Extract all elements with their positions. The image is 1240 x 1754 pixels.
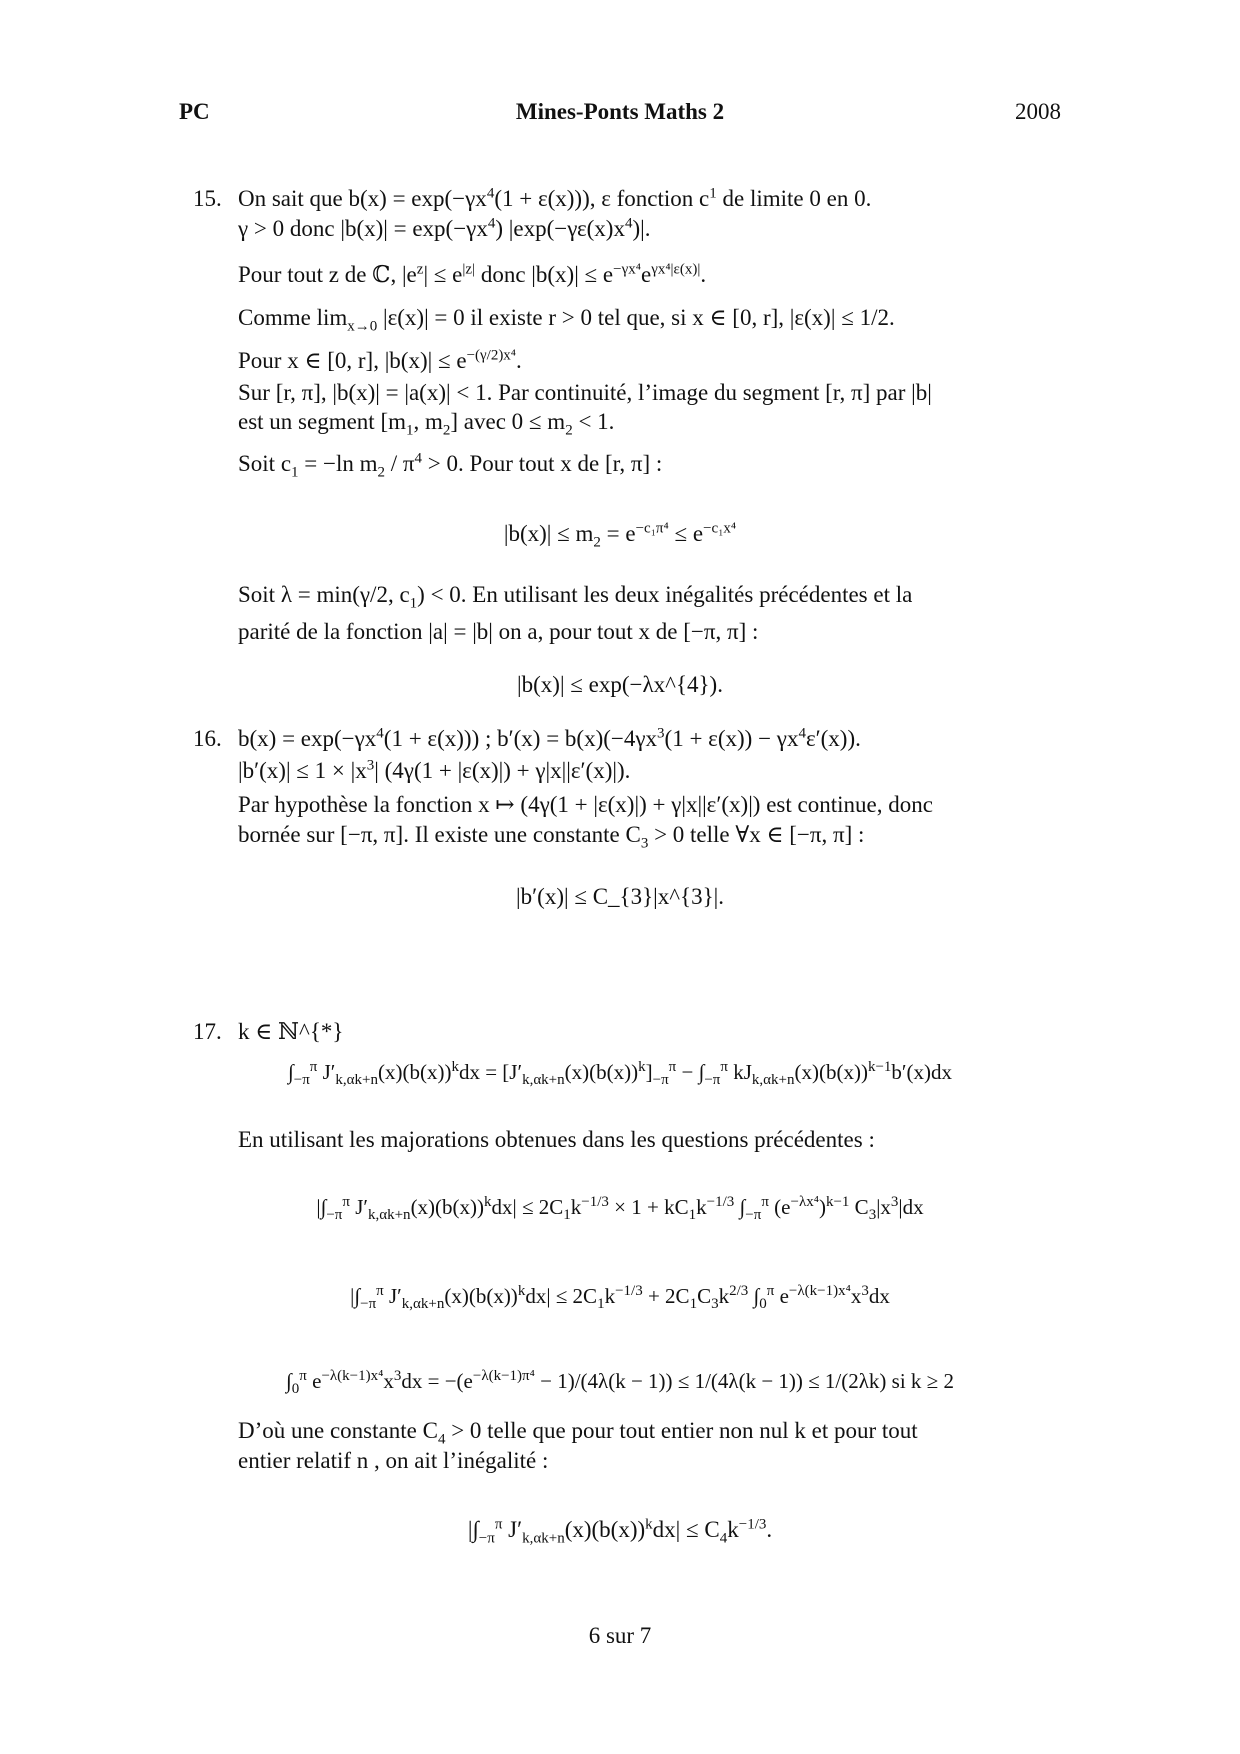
text-line: Soit λ = min(γ/2, $c_1) < 0$. En utilisant les deux inégalités précédentes et la bbox=[238, 582, 913, 612]
display-equation: $|\int_{-\pi}^\pi$ $J'_{k,\alpha k+n}(x)(b(x))^kdx| \le 2C_1k^{-1/3} + 2C_1C_3k^{2/3}$ $\int_0^\pi$ $e^{-\lambda(k-1)x^4}x^3dx$ bbox=[350, 1283, 890, 1313]
display-equation: $|\int_{-\pi}^\pi$ $J'_{k,\alpha k+n}(x)(b(x))^kdx| \le 2C_1k^{-1/3} \times 1 + kC_1k^{-1/3}$ $\int_{-\pi}^\pi$ $(e^{-\lambda x^4})^{k-1}$ $C_3|x^3|dx$ bbox=[316, 1194, 924, 1224]
text-line: En utilisant les majorations obtenues dans les questions précédentes : bbox=[238, 1127, 875, 1152]
text-line: k ∈ ℕ^{*} bbox=[238, 1019, 344, 1044]
text-line: $|b'(x)| \le 1 \times |x^3|$ (4γ(1 + |ε(x)|) + γ|x||ε′(x)|). bbox=[238, 757, 631, 783]
display-equation: $|b(x)| \le m_2 = e^{-c_1\pi^4} \le e^{-c_1x^4}$ bbox=[503, 520, 737, 551]
text-line: Pour x ∈ [0, r], $|b(x)| \le e^{-(\gamma/2)x^4}$. bbox=[238, 347, 522, 373]
text-line: bornée sur [−π, π]. Il existe une constante $C_3 > 0$ telle ∀x ∈ [−π, π] : bbox=[238, 822, 865, 852]
question-number: 17. bbox=[193, 1019, 222, 1044]
display-equation: $\int_{-\pi}^\pi$ $J'_{k,\alpha k+n}(x)(b(x))^kdx = [J'_{k,\alpha k+n}(x)(b(x))^k]_{-\pi}^\pi - \int_{-\pi}^\pi$ $kJ_{k,\alpha k+n}(x)(b(x))^{k-1}b'(x)dx$ bbox=[287, 1059, 953, 1089]
text-line: Comme $\lim_{x\to 0} |\varepsilon(x)| = 0$ il existe r > 0 tel que, si x ∈ [0, r], |ε(x)| ≤ 1/2. bbox=[238, 305, 895, 335]
text-line: est un segment [$m_1$, $m_2$] avec $0 \le m_2 < 1$. bbox=[238, 409, 615, 439]
text-line: Soit $c_1 = -\ln$ $m_2 / \pi^4 > 0$. Pour tout x de [r, π] : bbox=[238, 450, 663, 481]
text-line: D’où une constante $C_4 > 0$ telle que pour tout entier non nul k et pour tout bbox=[238, 1418, 918, 1448]
header-year: 2008 bbox=[1015, 99, 1061, 124]
display-equation: $|\int_{-\pi}^\pi$ $J'_{k,\alpha k+n}(x)(b(x))^kdx| \le C_4k^{-1/3}$. bbox=[467, 1516, 773, 1547]
header-left: PC bbox=[179, 99, 210, 124]
display-equation: |b(x)| ≤ exp(−λx^{4}). bbox=[517, 672, 723, 697]
text-line: entier relatif n , on ait l’inégalité : bbox=[238, 1448, 549, 1473]
text-line: $b(x) = \exp(-\gamma x^4(1 + \varepsilon(x)))$ ; $b'(x) = b(x)(-4\gamma x^3(1 + \varepsilon(x)) - \gamma x^4\varepsilon'(x))$. bbox=[238, 725, 861, 751]
text-line: parité de la fonction |a| = |b| on a, pour tout x de [−π, π] : bbox=[238, 619, 759, 644]
question-number: 15. bbox=[193, 186, 222, 211]
page-number: 6 sur 7 bbox=[588, 1623, 652, 1648]
display-equation: $\int_0^\pi$ $e^{-\lambda(k-1)x^4}x^3dx = -(e^{-\lambda(k-1)\pi^4} - 1)/(4\lambda(k - 1)) \le 1/(4\lambda(k - 1)) \le 1/(2\lambda k)$ si k ≥ 2 bbox=[286, 1368, 954, 1398]
text-line: γ > 0 donc $|b(x)| = \exp(-\gamma x^4)$ $|\exp(-\gamma\varepsilon(x)x^4)|$. bbox=[238, 215, 651, 241]
text-line: Pour tout z de ℂ, $|e^z| \le e^{|z|}$ donc $|b(x)| \le e^{-\gamma x^4}e^{\gamma x^4|\varepsilon(x)|}$. bbox=[238, 261, 707, 287]
display-equation: |b′(x)| ≤ C_{3}|x^{3}|. bbox=[516, 884, 724, 909]
text-line: On sait que $b(x) = \exp(-\gamma x^4(1 + \varepsilon(x)))$, ε fonction $c^1$ de limite 0 en 0. bbox=[238, 185, 872, 211]
question-number: 16. bbox=[193, 726, 222, 751]
header-title: Mines-Ponts Maths 2 bbox=[515, 99, 725, 124]
text-line: Sur [r, π], |b(x)| = |a(x)| < 1. Par continuité, l’image du segment [r, π] par |b| bbox=[238, 380, 932, 405]
text-line: Par hypothèse la fonction x ↦ (4γ(1 + |ε(x)|) + γ|x||ε′(x)|) est continue, donc bbox=[238, 792, 933, 817]
